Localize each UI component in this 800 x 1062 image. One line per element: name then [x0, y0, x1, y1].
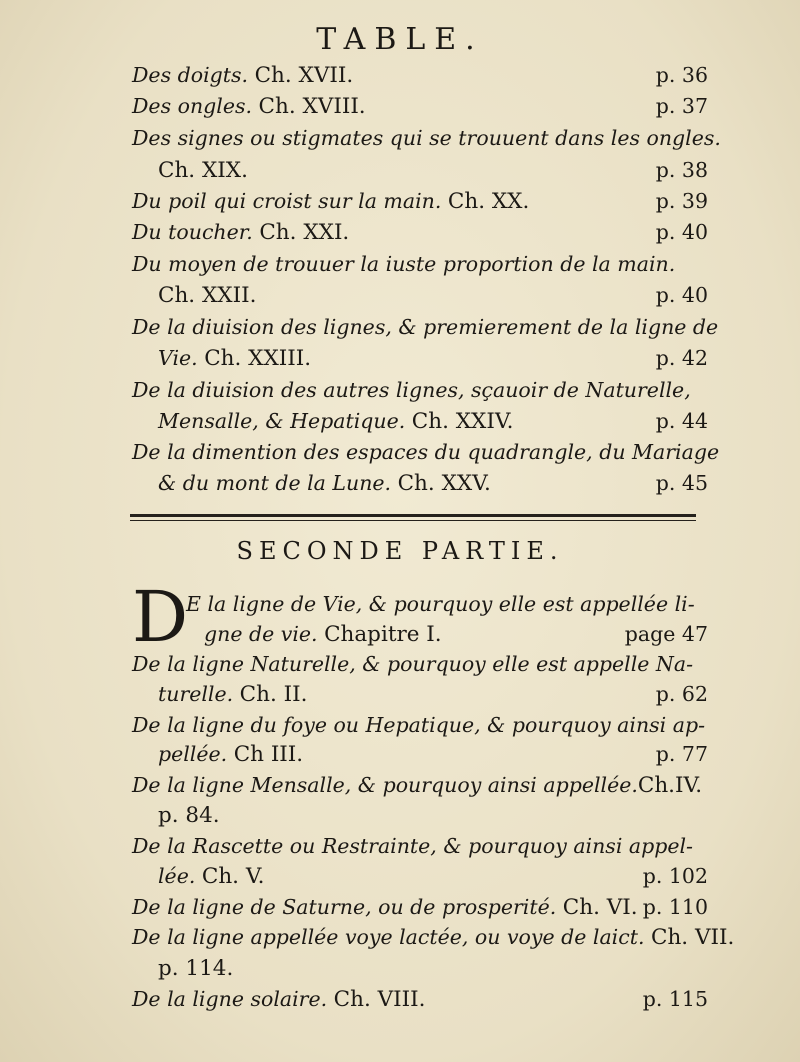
- toc-entry-continued: lée. Ch. V. p. 102: [158, 864, 708, 889]
- toc-entry: E la ligne de Vie, & pourquoy elle est appellée li-: [186, 592, 695, 616]
- toc-entry: De la ligne Naturelle, & pourquoy elle est appelle Na-: [132, 652, 694, 676]
- toc-entry-continued: p. 84.: [158, 803, 220, 828]
- toc-entry: De la diuision des lignes, & premierement de la ligne de: [132, 315, 719, 339]
- toc-entry: Des ongles. Ch. XVIII. p. 37: [132, 94, 708, 119]
- section-rule-thin: [130, 520, 696, 521]
- page-header: TABLE.: [316, 22, 484, 57]
- toc-entry-continued: p. 114.: [158, 956, 234, 981]
- toc-entry: De la dimention des espaces du quadrangle, du Mariage: [132, 440, 720, 464]
- toc-entry: De la ligne du foye ou Hepatique, & pourquoy ainsi ap-: [132, 713, 706, 737]
- section-rule: [130, 514, 696, 517]
- toc-entry: Des doigts. Ch. XVII. p. 36: [132, 63, 708, 88]
- toc-entry: De la ligne solaire. Ch. VIII. p. 115: [132, 987, 708, 1012]
- toc-entry-continued: turelle. Ch. II. p. 62: [158, 682, 708, 707]
- toc-entry: Du toucher. Ch. XXI. p. 40: [132, 220, 708, 245]
- toc-entry: De la Rascette ou Restrainte, & pourquoy ainsi appel-: [132, 834, 693, 858]
- toc-entry-continued: & du mont de la Lune. Ch. XXV. p. 45: [158, 471, 708, 496]
- drop-cap: D: [132, 576, 189, 658]
- toc-entry-continued: Vie. Ch. XXIII. p. 42: [158, 346, 708, 371]
- toc-entry-continued: gne de vie. Chapitre I. page 47: [204, 622, 708, 647]
- toc-entry-continued: pellée. Ch III. p. 77: [158, 742, 708, 767]
- toc-entry: De la diuision des autres lignes, sçauoir de Naturelle,: [132, 378, 691, 402]
- toc-entry: Des signes ou stigmates qui se trouuent dans les ongles.: [132, 126, 721, 150]
- toc-entry: Du moyen de trouuer la iuste proportion de la main.: [132, 252, 676, 276]
- toc-entry-continued: Ch. XXII. p. 40: [158, 283, 708, 308]
- toc-entry: De la ligne appellée voye lactée, ou voye de laict. Ch. VII.: [132, 925, 735, 950]
- toc-entry: De la ligne de Saturne, ou de prosperité. Ch. VI. p. 110: [132, 895, 708, 920]
- toc-entry: De la ligne Mensalle, & pourquoy ainsi appellée.Ch.IV.: [132, 773, 703, 798]
- toc-entry-continued: Ch. XIX. p. 38: [158, 158, 708, 183]
- toc-entry: Du poil qui croist sur la main. Ch. XX. p. 39: [132, 189, 708, 214]
- toc-entry-continued: Mensalle, & Hepatique. Ch. XXIV. p. 44: [158, 409, 708, 434]
- section-heading: SECONDE PARTIE.: [236, 537, 564, 565]
